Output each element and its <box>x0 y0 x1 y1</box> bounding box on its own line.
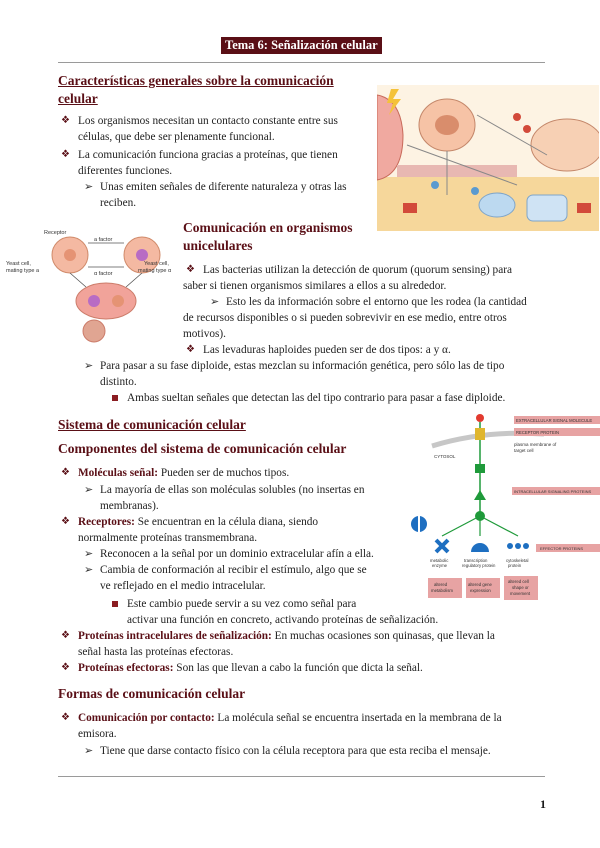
bullet-line: ➢ La mayoría de ellas son moléculas solubles (no insertas en <box>100 484 365 496</box>
bullet-continuation: saber si tienen organismos similares a ellos a su alrededor. <box>183 280 447 292</box>
yeast-right-cell-label: Yeast cell, <box>144 261 169 267</box>
bullet-line: Este cambio puede servir a su vez como señal para <box>127 598 357 610</box>
pathway-label: shape or <box>512 585 529 590</box>
term-label: Receptores: <box>78 516 135 528</box>
term-text: Pueden ser de muchos tipos. <box>158 467 290 479</box>
bullet-continuation <box>183 310 548 342</box>
sub-bullet-item <box>100 179 372 211</box>
sub-bullet-item: ➢ Tiene que darse contacto físico con la célula receptora para que esta reciba el mensaje. <box>100 743 550 759</box>
pathway-label: altered cell <box>508 579 529 584</box>
signaling-pathway-figure <box>404 412 600 602</box>
bullet-line: de recursos disponibles o si pueden sobrevivir en ese medio, entre otros <box>183 312 507 324</box>
bullet-line: ➢ Unas emiten señales de diferente naturaleza y otras las <box>100 181 347 193</box>
sub-bullet-item <box>100 358 550 390</box>
subsection-heading-forms: Formas de comunicación celular <box>58 686 246 701</box>
bullet-line: reciben. <box>100 197 137 209</box>
pathway-label: plasma membrane of <box>514 442 557 447</box>
term-label: Proteínas efectoras: <box>78 662 174 674</box>
pathway-label: cytoskeletal <box>506 558 529 563</box>
bullet-line: distinto. <box>100 376 137 388</box>
pathway-label: enzyme <box>432 563 448 568</box>
sub-bullet-item <box>226 294 546 310</box>
section-heading-unicellular <box>183 219 353 255</box>
term-text: Se encuentran en la célula diana, siendo <box>134 516 319 528</box>
bullet-line: células, que debe ser plenamente funcional. <box>78 131 275 143</box>
sub-bullet-item <box>100 562 390 594</box>
yeast-a-factor-label: a factor <box>94 237 113 243</box>
heading-line: Comunicación en organismos <box>183 220 353 235</box>
term-label: Comunicación por contacto: <box>78 712 215 724</box>
bullet-line: ➢ Esto les da información sobre el entorno que les rodea (la cantidad <box>226 296 527 308</box>
term-text: La molécula señal se encuentra insertada en la membrana de la <box>214 712 502 724</box>
sub-bullet-item <box>100 482 390 514</box>
pathway-label: RECEPTOR PROTEIN <box>516 430 559 435</box>
yeast-left-cell-label: Yeast cell, <box>6 261 31 267</box>
bullet-line: diferentes funciones. <box>78 165 173 177</box>
term-label: Proteínas intracelulares de señalización: <box>78 630 272 642</box>
heading-line: celular <box>58 91 98 106</box>
heading-line: Características generales sobre la comunicación <box>58 73 334 88</box>
bullet-continuation: señal hasta las proteínas efectoras. <box>78 646 234 658</box>
cell-communication-figure <box>377 85 599 231</box>
term-text: En muchas ocasiones son quinasas, que llevan la <box>271 630 495 642</box>
yeast-mating-figure <box>6 225 176 347</box>
term-label: Moléculas señal: <box>78 467 159 479</box>
pathway-label: metabolism <box>431 588 453 593</box>
sub-sub-bullet-item: Ambas sueltan señales que detectan las del tipo contrario para pasar a fase diploide. <box>127 390 547 406</box>
yeast-alpha-factor-label: α factor <box>94 271 113 277</box>
pathway-label: target cell <box>514 448 534 453</box>
pathway-label: CYTOSOL <box>434 454 456 459</box>
bottom-divider <box>58 776 545 777</box>
pathway-label: INTRACELLULAR SIGNALING PROTEINS <box>514 489 592 494</box>
page-number: 1 <box>540 797 546 811</box>
pathway-label: altered <box>434 582 448 587</box>
pathway-label: transcription <box>464 558 488 563</box>
bullet-item <box>78 465 388 481</box>
section-heading-system: Sistema de comunicación celular <box>58 417 246 432</box>
pathway-label: movement <box>510 591 531 596</box>
term-text: Son las que llevan a cabo la función que dicta la señal. <box>173 662 423 674</box>
subsection-heading-components: Componentes del sistema de comunicación celular <box>58 441 347 456</box>
pathway-label: EFFECTOR PROTEINS <box>540 546 584 551</box>
bullet-line: ❖ La comunicación funciona gracias a proteínas, que tienen <box>78 149 338 161</box>
yeast-receptor-label: Receptor <box>44 230 67 236</box>
page-title: Tema 6: Señalización celular <box>221 37 382 54</box>
bullet-item <box>203 262 548 278</box>
bullet-item <box>78 514 388 530</box>
bullet-item <box>78 147 378 179</box>
bullet-item <box>78 710 548 726</box>
heading-line: unicelulares <box>183 238 253 253</box>
bullet-line: ➢ Cambia de conformación al recibir el estímulo, algo que se <box>100 564 367 576</box>
bullet-line: membranas). <box>100 500 159 512</box>
bullet-item <box>78 628 548 644</box>
section-heading-general <box>58 72 334 108</box>
pathway-label: expression <box>470 588 491 593</box>
pathway-label: altered gene <box>468 582 492 587</box>
bullet-line: ❖ Las bacterias utilizan la detección de quorum (quorum sensing) para <box>203 264 512 276</box>
bullet-continuation: normalmente proteínas transmembrana. <box>78 532 258 544</box>
pathway-label: EXTRACELLULAR SIGNAL MOLECULE <box>516 418 593 423</box>
bullet-item <box>78 660 548 676</box>
bullet-line: ve reflejado en el medio intracelular. <box>100 580 266 592</box>
pathway-label: regulatory protein <box>462 563 496 568</box>
yeast-left-cell-label: mating type a <box>6 268 40 274</box>
bullet-continuation: emisora. <box>78 728 117 740</box>
bullet-line: ❖ Los organismos necesitan un contacto constante entre sus <box>78 115 338 127</box>
pathway-label: metabolic <box>430 558 449 563</box>
bullet-item: ❖ Las levaduras haploides pueden ser de dos tipos: a y α. <box>203 342 548 358</box>
sub-bullet-item: ➢ Reconocen a la señal por un dominio extracelular afín a ella. <box>100 546 400 562</box>
bullet-line: ➢ Para pasar a su fase diploide, estas mezclan su información genética, pero sólo las de tipo <box>100 360 505 372</box>
yeast-right-cell-label: mating type α <box>138 268 172 274</box>
bullet-line: activar una función en concreto, activando proteínas de señalización. <box>127 614 439 626</box>
bullet-item <box>78 113 378 145</box>
bullet-line: motivos). <box>183 328 226 340</box>
pathway-label: protein <box>508 563 522 568</box>
top-divider <box>58 62 545 63</box>
